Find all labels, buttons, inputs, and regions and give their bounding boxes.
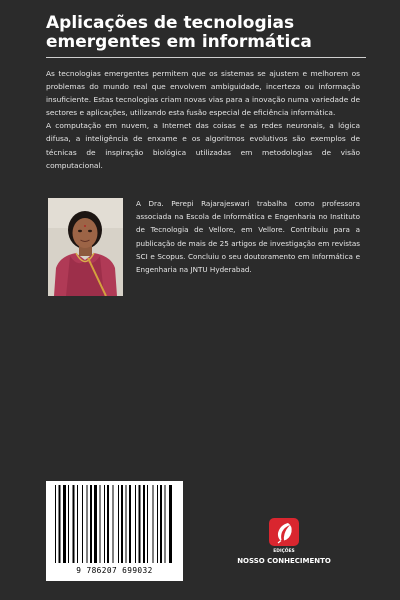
description-paragraph: A computação em nuvem, a Internet das coisas e as redes neuronais, a lógica difusa, a inteligência de enxame e os algoritmos evolutivos são exemplos de técnicas de inspiração biológica utilizadas em metodologias de visão computacional. — [46, 121, 360, 170]
author-portrait — [48, 198, 123, 296]
isbn-barcode — [46, 481, 183, 581]
title-divider — [46, 57, 366, 58]
isbn-digits: 9 786207 699032 — [76, 566, 153, 575]
publisher-line-top: EDIÇÕES — [273, 549, 295, 554]
author-bio: A Dra. Perepi Rajarajeswari trabalha como professora associada na Escola de Informática e Engenharia no Instituto de Tecnologia de Vellore, em Vellore. Contribuiu para a publicação de mais de 25 artigos de investigação em revistas SCI e Scopus. Concluiu o seu doutoramento em Informática e Engenharia na JNTU Hyderabad. — [136, 199, 360, 275]
feather-icon — [269, 518, 299, 546]
description-paragraph: As tecnologias emergentes permitem que os sistemas se ajustem e melhorem os problemas do mundo real que envolvem ambiguidade, incerteza ou informação insuficiente. Estas tecnologias criam novas vias para a inovação numa variedade de sectores e aplicações, utilizando esta fusão especial de eficiência informática. — [46, 69, 360, 118]
author-photo — [48, 198, 123, 296]
publisher-name: NOSSO CONHECIMENTO — [237, 557, 331, 565]
book-title: Aplicações de tecnologias emergentes em informática — [46, 13, 312, 52]
barcode-bars — [46, 481, 183, 567]
book-description — [46, 67, 360, 172]
